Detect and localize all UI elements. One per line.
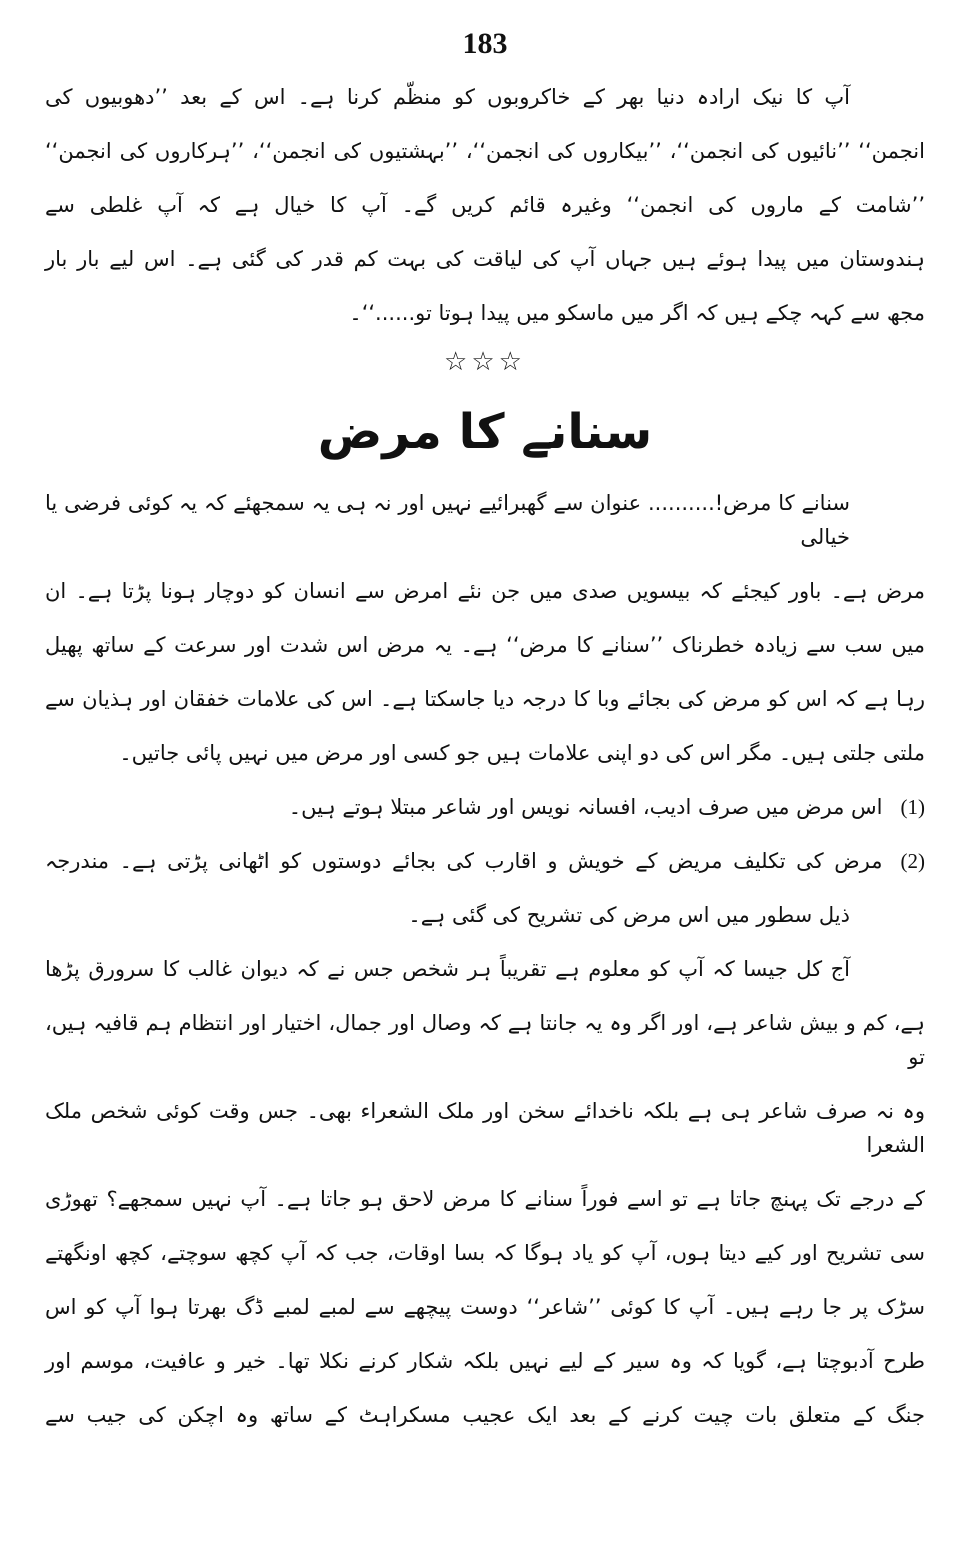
page-number: 183 [462, 27, 508, 60]
text-line: آپ کا نیک ارادہ دنیا بھر کے خاکروبوں کو منظّم کرنا ہے۔ اس کے بعد ’’دھوبیوں کی [45, 85, 850, 109]
section-separator: ☆☆☆ [444, 347, 526, 377]
text-line: ذیل سطور میں اس مرض کی تشریح کی گئی ہے۔ [408, 903, 850, 927]
text-line: میں سب سے زیادہ خطرناک ’’سنانے کا مرض‘‘ ہے۔ یہ مرض اس شدت اور سرعت کے ساتھ پھیل [45, 633, 925, 657]
list-item [45, 844, 925, 878]
text-line: ہندوستان میں پیدا ہوئے ہیں جہاں آپ کی لیاقت کی بہت کم قدر کی گئی ہے۔ اس لیے بار بار [45, 247, 925, 271]
text-line: کے درجے تک پہنچ جاتا ہے تو اسے فوراً سنانے کا مرض لاحق ہو جاتا ہے۔ آپ نہیں سمجھے؟ تھوڑی [45, 1187, 925, 1211]
text-line: ملتی جلتی ہیں۔ مگر اس کی دو اپنی علامات ہیں جو کسی اور مرض میں نہیں پائی جاتیں۔ [119, 741, 925, 765]
list-text: اس مرض میں صرف ادیب، افسانہ نویس اور شاعر مبتلا ہوتے ہیں۔ [288, 795, 883, 819]
text-line: سڑک پر جا رہے ہیں۔ آپ کا کوئی ’’شاعر‘‘ دوست پیچھے سے لمبے لمبے ڈگ بھرتا ہوا آپ کو اس [45, 1295, 925, 1319]
list-item [45, 790, 925, 824]
list-number: (1) [900, 795, 925, 819]
text-line: مجھ سے کہہ چکے ہیں کہ اگر میں ماسکو میں پیدا ہوتا تو......‘‘۔ [349, 301, 925, 325]
text-line: سنانے کا مرض!.......... عنوان سے گھبرائیے نہیں اور نہ ہی یہ سمجھئے کہ یہ کوئی فرضی یا خیالی [45, 491, 850, 549]
text-line: سی تشریح اور کیے دیتا ہوں، آپ کو یاد ہوگا کہ بسا اوقات، جب کہ آپ کچھ سوچتے، کچھ اونگھتے [45, 1241, 925, 1265]
text-line: وہ نہ صرف شاعر ہی ہے بلکہ ناخدائے سخن اور ملک الشعراء بھی۔ جس وقت کوئی شخص ملک الشعرا [45, 1099, 925, 1157]
text-line: جنگ کے متعلق بات چیت کرنے کے بعد ایک عجیب مسکراہٹ کے ساتھ وہ اچکن کی جیب سے [45, 1403, 925, 1427]
list-number: (2) [900, 849, 925, 873]
text-line: رہا ہے کہ اس کو مرض کی بجائے وبا کا درجہ دیا جاسکتا ہے۔ اس کی علامات خفقان اور ہذیان سے [45, 687, 925, 711]
section-heading: سنانے کا مرض [317, 404, 653, 460]
text-line: طرح آدبوچتا ہے، گویا کہ وہ سیر کے لیے نہیں بلکہ شکار کرنے نکلا تھا۔ خیر و عافیت، موسم اور [45, 1349, 925, 1373]
text-line: ہے، کم و بیش شاعر ہے، اور اگر وہ یہ جانتا ہے کہ وصال اور جمال، اختیار اور انتظام ہم قافیہ ہیں، تو [45, 1011, 925, 1069]
text-line: آج کل جیسا کہ آپ کو معلوم ہے تقریباً ہر شخص جس نے کہ دیوان غالب کا سرورق پڑھا [45, 957, 850, 981]
text-line: مرض ہے۔ باور کیجئے کہ بیسویں صدی میں جن نئے امرض سے انسان کو دوچار ہونا پڑتا ہے۔ ان [45, 579, 925, 603]
text-line: انجمن‘‘ ’’نائیوں کی انجمن‘‘، ’’بیکاروں کی انجمن‘‘، ’’بہشتیوں کی انجمن‘‘، ’’ہرکاروں کی انجمن‘‘ [45, 139, 925, 163]
text-line: ’’شامت کے ماروں کی انجمن‘‘ وغیرہ قائم کریں گے۔ آپ کا خیال ہے کہ آپ غلطی سے [45, 193, 925, 217]
list-text: مرض کی تکلیف مریض کے خویش و اقارب کی بجائے دوستوں کو اٹھانی پڑتی ہے۔ مندرجہ [45, 849, 883, 873]
